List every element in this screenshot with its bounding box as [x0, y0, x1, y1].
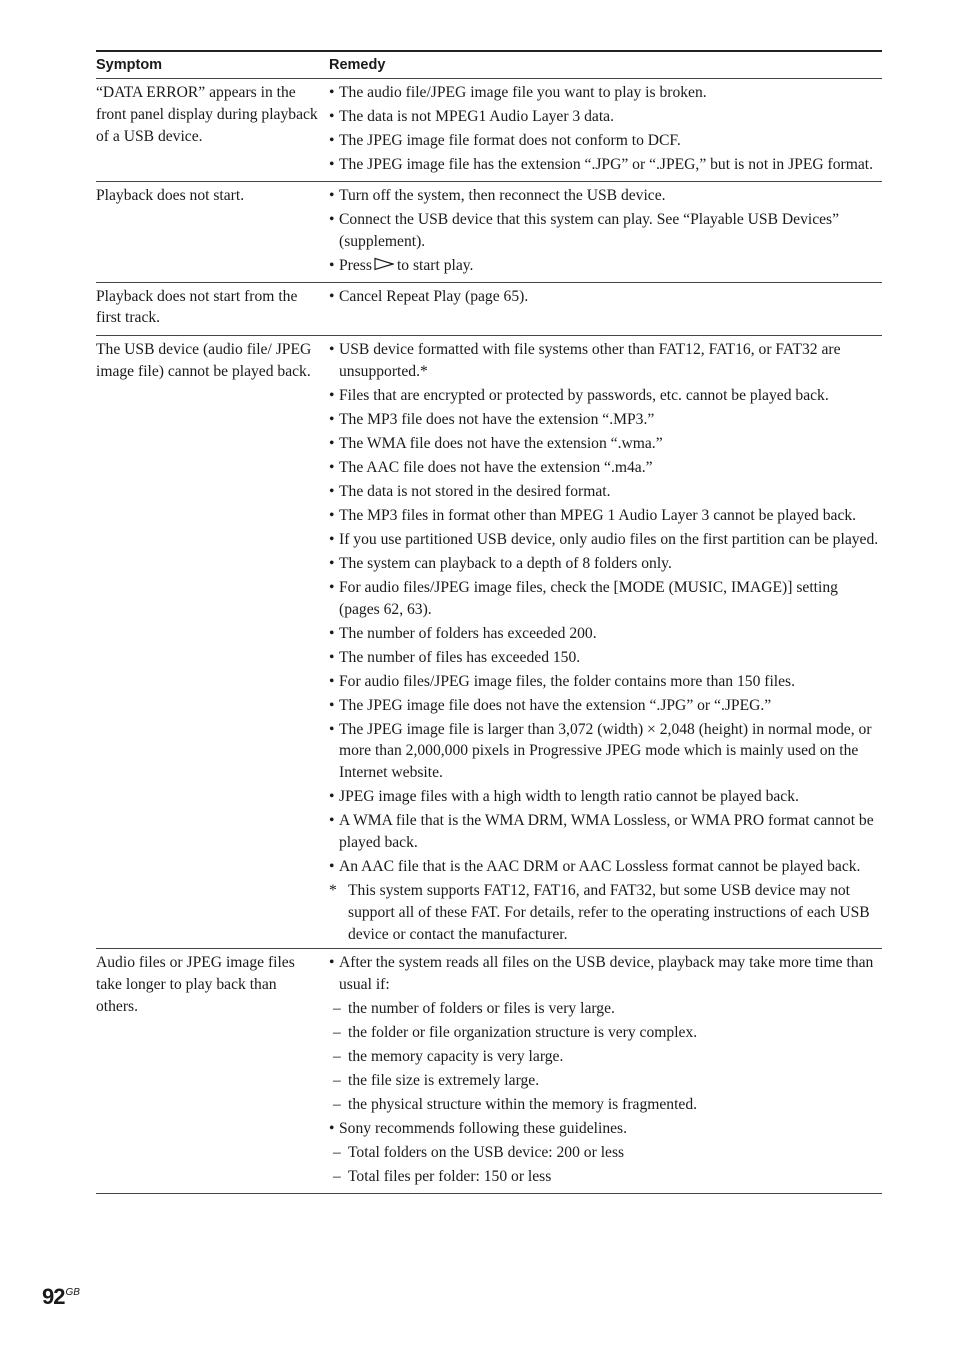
list-item-text: The AAC file does not have the extension “.m4a.” [339, 459, 653, 477]
symptom-cell: The USB device (audio file/ JPEG image file) cannot be played back. [96, 341, 312, 381]
bullet: • [329, 1120, 335, 1138]
list-item-text: The audio file/JPEG image file you want to play is broken. [339, 84, 707, 101]
footnote [329, 880, 882, 945]
sub-item-text: the folder or file organization structure is very complex. [348, 1024, 698, 1042]
list-item [329, 286, 882, 308]
list-item [329, 209, 882, 253]
bullet: • [329, 554, 335, 572]
list-item-text: The data is not MPEG1 Audio Layer 3 data. [339, 107, 614, 125]
list-item [329, 385, 882, 407]
list-item [329, 106, 882, 128]
troubleshooting-table [96, 50, 882, 1194]
symptom-cell: Playback does not start from the first track. [96, 287, 298, 327]
bullet: • [329, 858, 335, 875]
list-item [329, 553, 882, 575]
list-item [329, 185, 882, 207]
bullet: • [329, 256, 335, 274]
bullet: • [329, 624, 335, 642]
remedy-heading: Remedy [329, 57, 386, 73]
list-item-text: Sony recommends following these guidelines. [339, 1120, 628, 1138]
remedy-cell [329, 286, 882, 330]
list-item-text: The JPEG image file does not have the extension “.JPG” or “.JPEG.” [339, 696, 772, 714]
table-header [96, 50, 882, 79]
list-item [329, 647, 882, 669]
page-number-value: 92 [42, 1284, 65, 1309]
bullet: • [329, 210, 335, 228]
bullet: • [329, 435, 335, 453]
list-item [329, 130, 882, 152]
footnote-mark: * [329, 881, 337, 899]
bullet: • [329, 186, 335, 204]
sub-item-text: Total folders on the USB device: 200 or less [348, 1144, 625, 1162]
page-number [42, 1284, 80, 1310]
list-item-text: For audio files/JPEG image files, the folder contains more than 150 files. [339, 672, 796, 690]
list-item-text: After the system reads all files on the USB device, playback may take more time than usual if: [339, 954, 874, 994]
sub-item [329, 1166, 882, 1188]
sub-item [329, 1022, 882, 1044]
remedy-cell [329, 82, 882, 178]
sub-item-text: Total files per folder: 150 or less [348, 1168, 552, 1186]
list-item-text: The system can playback to a depth of 8 folders only. [339, 554, 672, 572]
sub-item-text: the memory capacity is very large. [348, 1048, 564, 1066]
list-item-text: Cancel Repeat Play (page 65). [339, 287, 529, 305]
sub-item [329, 1094, 882, 1116]
list-item-text: Connect the USB device that this system can play. See “Playable USB Devices” (supplement). [339, 210, 840, 250]
list-item-text: The JPEG image file is larger than 3,072 (width) × 2,048 (height) in normal mode, or more than 2,000,000 pixels in Progressive JPEG mode which is mainly used on the Internet website. [339, 720, 872, 782]
list-item [329, 82, 882, 104]
press-text: Press [339, 256, 372, 274]
list-item [329, 505, 882, 527]
dash: – [333, 1072, 341, 1090]
table-row [96, 79, 882, 182]
list-item-text: If you use partitioned USB device, only audio files on the first partition can be played. [339, 530, 879, 548]
bullet: • [329, 530, 335, 548]
list-item [329, 1118, 882, 1140]
page-number-suffix: GB [65, 1287, 80, 1298]
bullet: • [329, 578, 335, 596]
list-item-text: The data is not stored in the desired format. [339, 483, 611, 500]
sub-item [329, 1046, 882, 1068]
bullet: • [329, 720, 335, 738]
list-item-text: The MP3 files in format other than MPEG 1 Audio Layer 3 cannot be played back. [339, 506, 857, 524]
list-item-text: The number of folders has exceeded 200. [339, 624, 597, 642]
sub-item-text: the file size is extremely large. [348, 1072, 540, 1090]
dash: – [333, 1000, 341, 1018]
bullet: • [329, 696, 335, 714]
dash: – [333, 1048, 341, 1066]
table-row [96, 336, 882, 949]
list-item [329, 671, 882, 693]
bullet: • [329, 483, 335, 500]
list-item [329, 339, 882, 383]
table-row [96, 949, 882, 1194]
list-item [329, 719, 882, 784]
list-item-text: Files that are encrypted or protected by passwords, etc. cannot be played back. [339, 387, 829, 405]
list-item [329, 457, 882, 479]
symptom-cell: “DATA ERROR” appears in the front panel display during playback of a USB device. [96, 84, 318, 145]
bullet: • [329, 131, 335, 149]
bullet: • [329, 648, 335, 666]
list-item [329, 433, 882, 455]
bullet: • [329, 341, 335, 359]
bullet: • [329, 954, 335, 972]
list-item [329, 952, 882, 996]
bullet: • [329, 812, 335, 830]
bullet: • [329, 788, 335, 806]
list-item [329, 856, 882, 878]
list-item [329, 623, 882, 645]
list-item-text: USB device formatted with file systems other than FAT12, FAT16, or FAT32 are unsupported.* [339, 341, 841, 381]
dash: – [333, 1144, 341, 1162]
list-item-text: An AAC file that is the AAC DRM or AAC Lossless format cannot be played back. [339, 858, 861, 875]
dash: – [333, 1024, 341, 1042]
remedy-cell [329, 952, 882, 1190]
list-item-text: Turn off the system, then reconnect the USB device. [339, 186, 666, 204]
list-item [329, 481, 882, 503]
list-item [329, 255, 882, 277]
play-triangle-icon [374, 256, 394, 270]
bullet: • [329, 672, 335, 690]
list-item [329, 577, 882, 621]
list-item [329, 695, 882, 717]
list-item-text: The number of files has exceeded 150. [339, 648, 581, 666]
bullet: • [329, 387, 335, 405]
bullet: • [329, 506, 335, 524]
bullet: • [329, 155, 335, 173]
list-item-text [339, 255, 882, 277]
list-item-text: The JPEG image file format does not conform to DCF. [339, 131, 681, 149]
list-item-text: The JPEG image file has the extension “.JPG” or “.JPEG,” but is not in JPEG format. [339, 155, 874, 173]
start-play-text: to start play. [396, 256, 474, 274]
sub-item-text: the number of folders or files is very large. [348, 1000, 615, 1018]
list-item [329, 529, 882, 551]
bullet: • [329, 411, 335, 429]
list-item-text: The MP3 file does not have the extension “.MP3.” [339, 411, 655, 429]
footnote-text: This system supports FAT12, FAT16, and FAT32, but some USB device may not support all of these FAT. For details, refer to the operating instructions of each USB device or contact the manufacturer. [348, 881, 870, 943]
table-row [96, 283, 882, 337]
list-item [329, 409, 882, 431]
dash: – [333, 1096, 341, 1114]
bullet: • [329, 107, 335, 125]
remedy-cell [329, 185, 882, 279]
symptom-heading: Symptom [96, 57, 163, 73]
sub-item [329, 1142, 882, 1164]
list-item-text: JPEG image files with a high width to length ratio cannot be played back. [339, 788, 799, 806]
list-item [329, 810, 882, 854]
sub-item [329, 998, 882, 1020]
bullet: • [329, 287, 335, 305]
table-row [96, 182, 882, 283]
remedy-cell [329, 339, 882, 945]
list-item [329, 786, 882, 808]
list-item-text: A WMA file that is the WMA DRM, WMA Lossless, or WMA PRO format cannot be played back. [339, 812, 874, 852]
list-item [329, 154, 882, 176]
symptom-cell: Audio files or JPEG image files take longer to play back than others. [96, 954, 295, 1015]
sub-item-text: the physical structure within the memory is fragmented. [348, 1096, 698, 1114]
list-item-text: The WMA file does not have the extension “.wma.” [339, 435, 663, 453]
bullet: • [329, 84, 335, 101]
dash: – [333, 1168, 341, 1186]
sub-item [329, 1070, 882, 1092]
list-item-text: For audio files/JPEG image files, check the [MODE (MUSIC, IMAGE)] setting (pages 62, 63). [339, 578, 838, 618]
bullet: • [329, 459, 335, 477]
symptom-cell: Playback does not start. [96, 186, 245, 204]
